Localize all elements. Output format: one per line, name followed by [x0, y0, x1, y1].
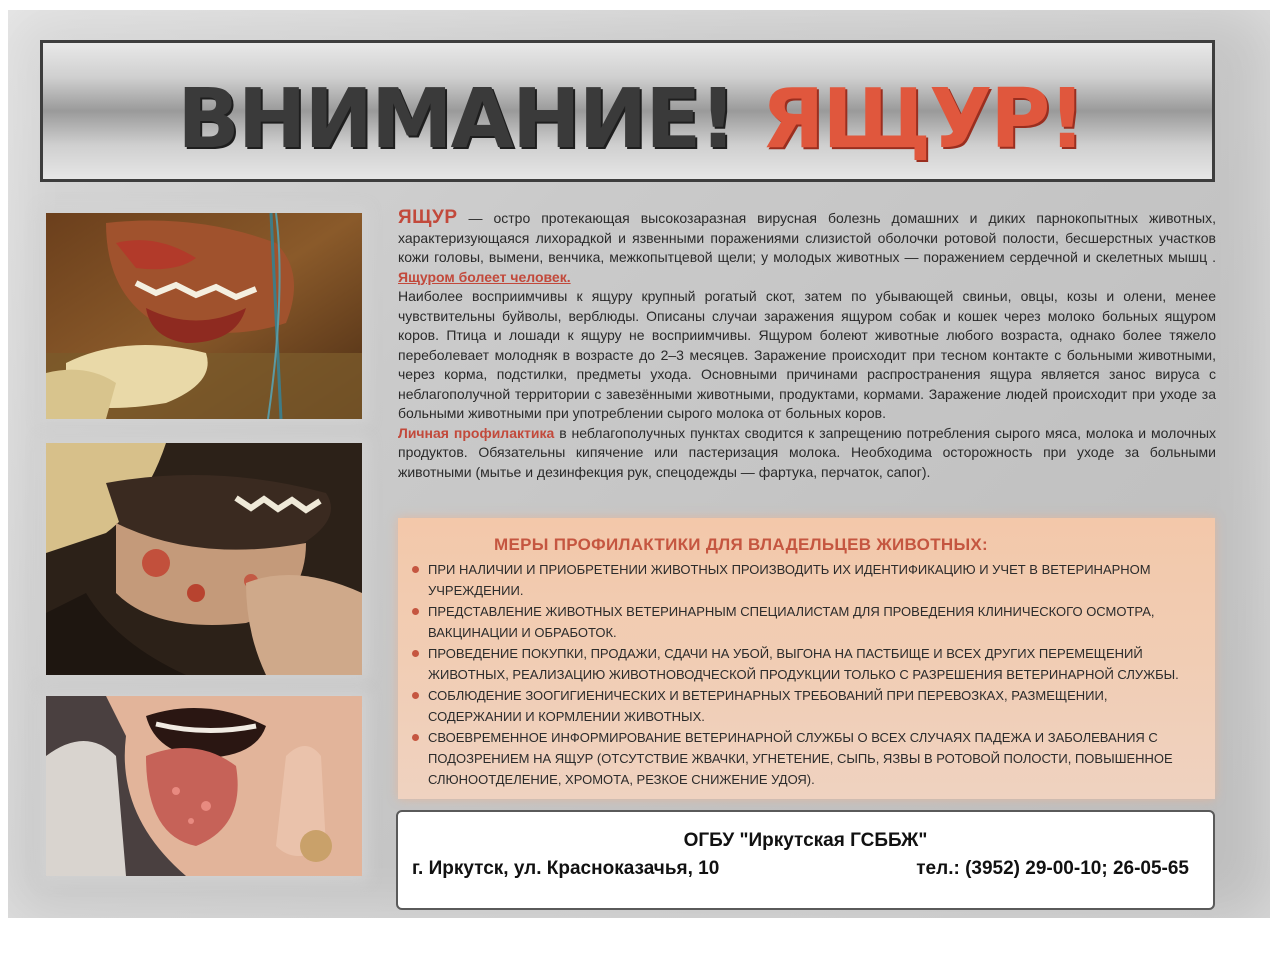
description-text [398, 208, 1216, 482]
list-item: СОБЛЮДЕНИЕ ЗООГИГИЕНИЧЕСКИХ И ВЕТЕРИНАРНЫХ ТРЕБОВАНИЙ ПРИ ПЕРЕВОЗКАХ, РАЗМЕЩЕНИИ, СОДЕРЖАНИИ И КОРМЛЕНИИ ЖИВОТНЫХ. [412, 685, 1202, 727]
bullet-icon [412, 734, 419, 741]
cow-mouth-lesions-icon [46, 213, 362, 419]
susceptibility-paragraph: Наиболее восприимчивы к ящуру крупный рогатый скот, затем по убывающей свиньи, овцы, козы и олени, менее чувствительны буйволы, верблюды. Описаны случаи заражения ящуром собак и кошек через молоко больных ящуром коров. Птица и лошади к ящуру не восприимчивы. Ящуром болеют животные любого возраста, однако более тяжело переболевает молодняк в возрасте до 2–3 месяцев. Заражение происходит при тесном контакте с больными животными, через корма, подстилки, предметы ухода. Основными причинами распространения ящура является занос вируса с неблагополучной территории с завезёнными животными, продуктами, кормами. Заражение людей происходит при уходе за больными животными при употреблении сырого молока от больных коров. [398, 288, 1216, 421]
title-attention: ВНИМАНИЕ! [177, 72, 735, 167]
personal-prevention-text: в неблагополучных пунктах сводится к запрещению потребления сырого мяса, молока и молочных продуктов. Обязательны кипячение или пастеризация молока. Необходима осторожность при уходе за больными животными (мытье и дезинфекция рук, спецодежды — фартука, перчаток, сапог). [398, 424, 1217, 480]
title-disease: ЯЩУР! [761, 72, 1084, 167]
bullet-icon [412, 650, 419, 657]
definition-paragraph [398, 208, 1216, 287]
poster-title [43, 72, 1218, 167]
organization-phone: тел.: (3952) 29-00-10; 26-05-65 [916, 858, 1189, 879]
human-infection-note: Ящуром болеет человек. [398, 268, 571, 285]
personal-prevention-term: Личная профилактика [398, 424, 555, 441]
prevention-measures-box [398, 518, 1215, 799]
cow-mouth-lesions-photo [46, 213, 362, 419]
child-tongue-lesions-photo [46, 696, 362, 876]
animal-teeth-lesions-icon [46, 443, 362, 675]
title-banner [40, 40, 1215, 182]
list-item: ПРИ НАЛИЧИИ И ПРИОБРЕТЕНИИ ЖИВОТНЫХ ПРОИЗВОДИТЬ ИХ ИДЕНТИФИКАЦИЮ И УЧЕТ В ВЕТЕРИНАРНОМ УЧРЕЖДЕНИИ. [412, 559, 1202, 601]
definition-text: — остро протекающая высокозаразная вирусная болезнь домашних и диких парнокопытных животных, характеризующаяся лихорадкой и язвенными поражениями слизистой оболочки ротовой полости, бесшерстных участков кожи головы, вымени, венчика, межкопытцевой щели; у молодых животных — поражением сердечной и скелетных мышц . [398, 210, 1216, 265]
poster [8, 10, 1270, 918]
bullet-icon [412, 566, 419, 573]
prevention-paragraph [398, 424, 1216, 483]
bullet-icon [412, 608, 419, 615]
contact-box [396, 810, 1215, 910]
list-item: ПРЕДСТАВЛЕНИЕ ЖИВОТНЫХ ВЕТЕРИНАРНЫМ СПЕЦИАЛИСТАМ ДЛЯ ПРОВЕДЕНИЯ КЛИНИЧЕСКОГО ОСМОТРА, ВАКЦИНАЦИИ И ОБРАБОТОК. [412, 601, 1202, 643]
list-item: СВОЕВРЕМЕННОЕ ИНФОРМИРОВАНИЕ ВЕТЕРИНАРНОЙ СЛУЖБЫ О ВСЕХ СЛУЧАЯХ ПАДЕЖА И ЗАБОЛЕВАНИЯ С ПОДОЗРЕНИЕМ НА ЯЩУР (ОТСУТСТВИЕ ЖВАЧКИ, УГНЕТЕНИЕ, СЫПЬ, ЯЗВЫ В РОТОВОЙ ПОЛОСТИ, ПОВЫШЕННОЕ СЛЮНООТДЕЛЕНИЕ, ХРОМОТА, РЕЗКОЕ СНИЖЕНИЕ УДОЯ). [412, 727, 1202, 790]
animal-teeth-lesions-photo [46, 443, 362, 675]
child-tongue-lesions-icon [46, 696, 362, 876]
organization-address: г. Иркутск, ул. Красноказачья, 10 [412, 858, 720, 879]
organization-name: ОГБУ "Иркутская ГСББЖ" [683, 830, 928, 851]
disease-term: ЯЩУР [398, 207, 458, 228]
list-item: ПРОВЕДЕНИЕ ПОКУПКИ, ПРОДАЖИ, СДАЧИ НА УБОЙ, ВЫГОНА НА ПАСТБИЩЕ И ВСЕХ ДРУГИХ ПЕРЕМЕЩЕНИЙ ЖИВОТНЫХ, РЕАЛИЗАЦИЮ ЖИВОТНОВОДЧЕСКОЙ ПРОДУКЦИИ ТОЛЬКО С РАЗРЕШЕНИЯ ВЕТЕРИНАРНОЙ СЛУЖБЫ. [412, 643, 1202, 685]
measures-list [412, 559, 1202, 790]
measures-title: МЕРЫ ПРОФИЛАКТИКИ ДЛЯ ВЛАДЕЛЬЦЕВ ЖИВОТНЫХ: [494, 535, 989, 554]
bullet-icon [412, 692, 419, 699]
